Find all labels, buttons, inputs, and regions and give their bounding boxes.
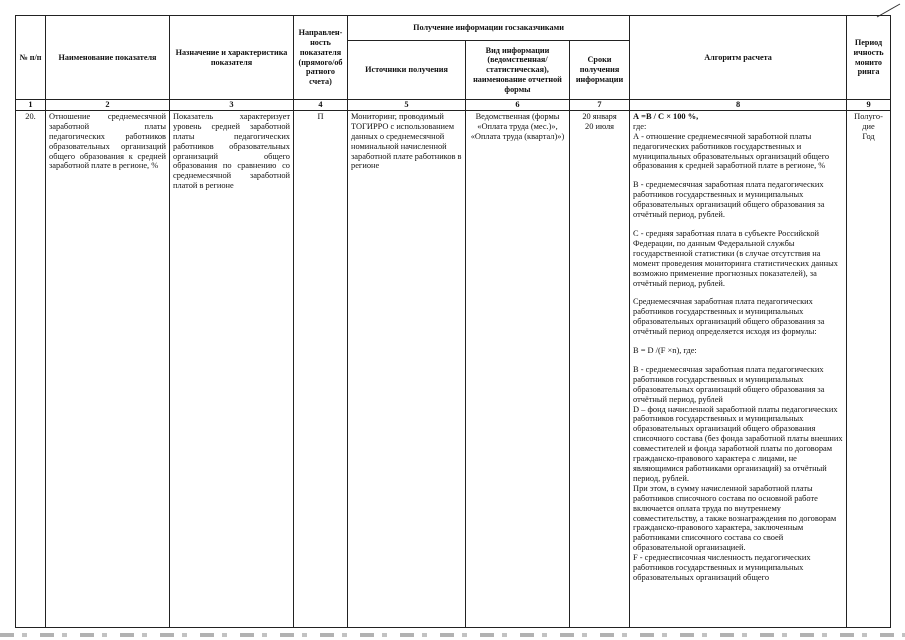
- period-half-year: Полуго-дие: [854, 111, 883, 131]
- deadline-july: 20 июля: [585, 121, 615, 131]
- column-number: 2: [46, 100, 170, 111]
- algorithm-where: где:: [633, 121, 647, 131]
- indicator-direction: П: [294, 110, 348, 627]
- scan-bottom-edge: [0, 633, 905, 637]
- column-number: 7: [570, 100, 630, 111]
- column-number-row: [16, 100, 891, 111]
- header-num: № п/п: [16, 16, 46, 100]
- algorithm-note: При этом, в сумму начисленной заработной платы работников списочного состава по основной работе включается оплата труда по внутреннему совместительству, а также вознаграждения по договорам гражданско-правового характера, заключенным работниками списочного состава со своей образовательной организацией.: [633, 483, 837, 553]
- row-number: 20.: [16, 110, 46, 627]
- header-direction: Направлен-ность показателя (прямого/об ратного счета): [294, 16, 348, 100]
- header-info-type: Вид информации (ведомственная/ статистическая), наименование отчетной формы: [466, 41, 570, 100]
- column-number: 4: [294, 100, 348, 111]
- column-number: 5: [348, 100, 466, 111]
- header-period: Период ичность монито ринга: [847, 16, 891, 100]
- indicator-purpose: Показатель характеризует уровень средней заработной платы педагогических работников образовательных организаций общего образования по сравнению со среднемесячной заработной платой в регионе: [170, 110, 294, 627]
- algorithm-c-definition: С - средняя заработная плата в субъекте Российской Федерации, по данным Федеральной службы государственной статистики (в случае отсутствия на момент проведения мониторинга статистических данных возможно применение прогнозных показателей), за отчётный период, рублей.: [633, 228, 838, 288]
- column-number: 3: [170, 100, 294, 111]
- column-number: 6: [466, 100, 570, 111]
- indicator-name: Отношение среднемесячной заработной платы педагогических работников образовательных организаций общего образования к средней заработной плате в регионе, %: [46, 110, 170, 627]
- header-deadlines: Сроки получения информации: [570, 41, 630, 100]
- header-row-top: [16, 16, 891, 41]
- header-algorithm: Алгоритм расчета: [630, 16, 847, 100]
- indicator-table: [15, 15, 891, 628]
- info-sources: Мониторинг, проводимый ТОГИРРО с использованием данных о среднемесячной номинальной начисленной заработной плате работников в регионе: [348, 110, 466, 627]
- monitoring-period: [847, 110, 891, 627]
- header-sources: Источники получения: [348, 41, 466, 100]
- header-purpose: Назначение и характеристика показателя: [170, 16, 294, 100]
- column-number: 1: [16, 100, 46, 111]
- deadline-january: 20 января: [582, 111, 617, 121]
- column-number: 8: [630, 100, 847, 111]
- algorithm-f-definition: F - среднесписочная численность педагогических работников государственных и муниципальных образовательных организаций общего: [633, 553, 811, 582]
- header-group-title: Получение информации госзаказчиками: [348, 16, 630, 41]
- table-row: [16, 110, 891, 627]
- algorithm-a-definition: А - отношение среднемесячной заработной платы педагогических работников государственных и муниципальных образовательных организаций общего образования к средней заработной плате в регионе, %: [633, 131, 830, 171]
- info-type: Ведомственная (формы «Оплата труда (мес.)», «Оплата труда (квартал)»): [466, 110, 570, 627]
- header-name: Наименование показателя: [46, 16, 170, 100]
- algorithm-formula-b: В = D /(F ×n), где:: [633, 346, 697, 356]
- period-year: Год: [862, 131, 875, 141]
- algorithm-average-definition: Среднемесячная заработная плата педагогических работников государственных и муниципальных образовательных организаций общего образования за отчётный период определяется исходя из формулы:: [633, 297, 825, 337]
- algorithm-d-definition: D – фонд начисленной заработной платы педагогических работников государственных и муниципальных образовательных организаций общего образования списочного состава (без фонда заработной платы внешних совместителей и фонда заработной платы по договорам гражданско-правового характера с лицами, не являющимися работниками организаций) за отчётный период, рублей.: [633, 404, 843, 483]
- info-deadlines: [570, 110, 630, 627]
- algorithm-b-definition-2: В - среднемесячная заработная плата педагогических работников государственных и муниципальных образовательных организаций общего образования за отчётный период, рублей: [633, 364, 825, 404]
- algorithm-formula: А =В / С × 100 %,: [633, 111, 699, 121]
- calculation-algorithm: [630, 110, 847, 627]
- column-number: 9: [847, 100, 891, 111]
- algorithm-b-definition: В - среднемесячная заработная плата педагогических работников государственных и муниципальных образовательных организаций общего образования за отчётный период, рублей.: [633, 180, 825, 220]
